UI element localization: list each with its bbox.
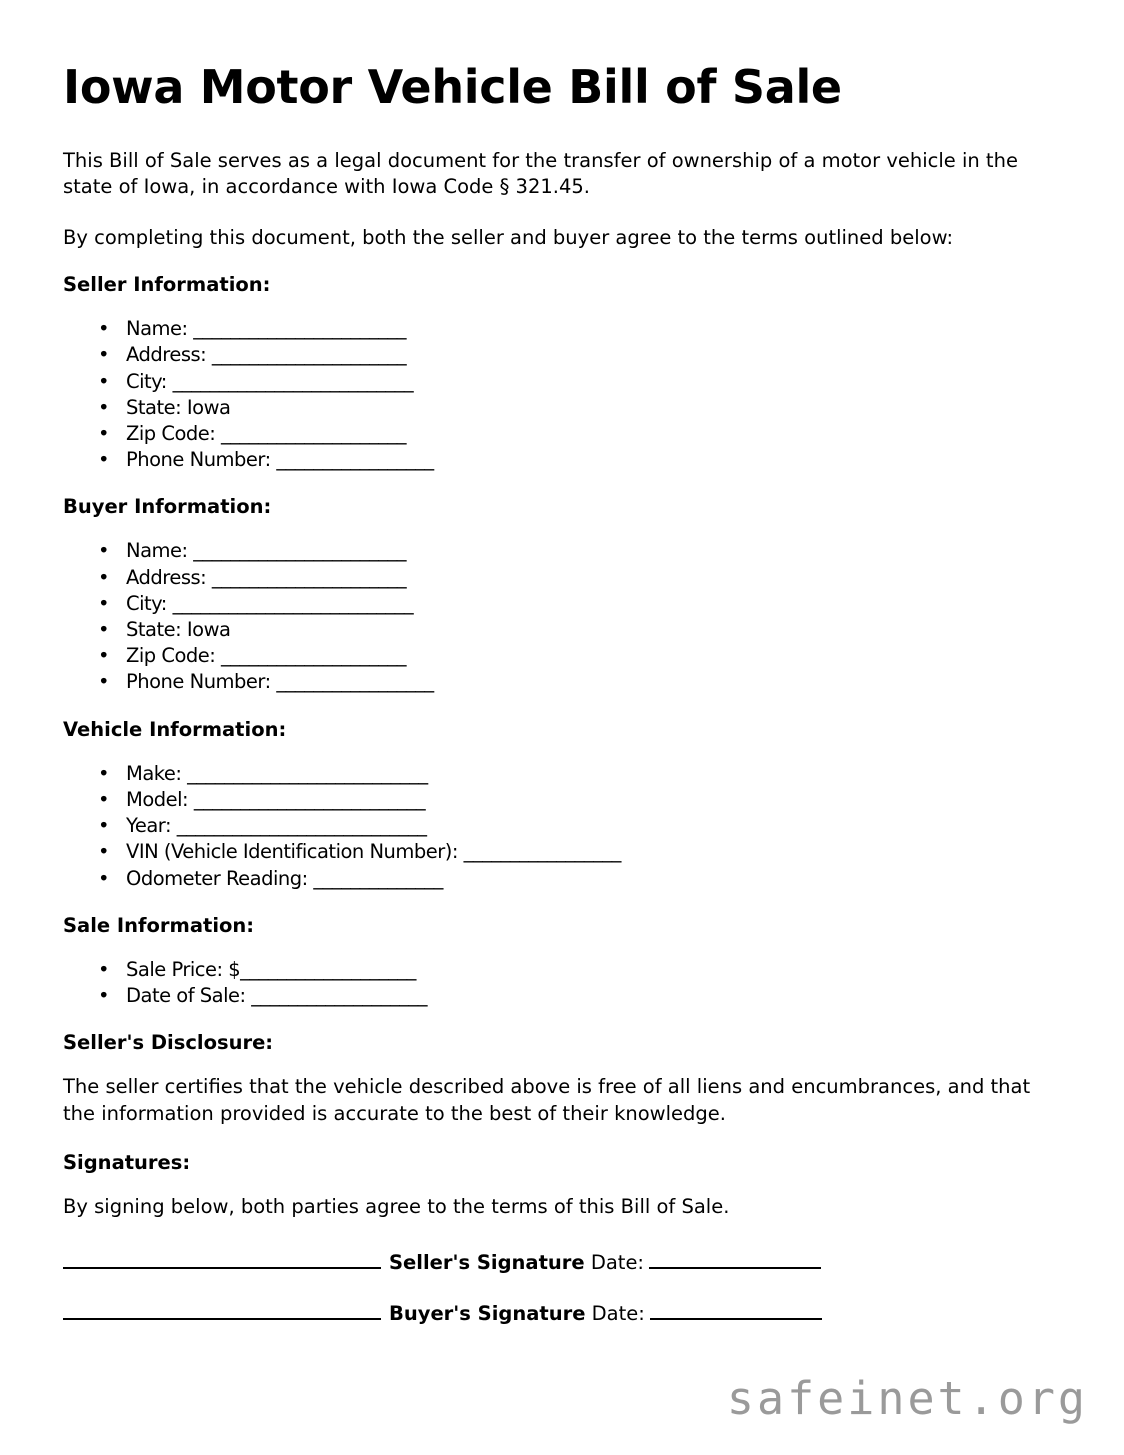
buyer-field-zip: Zip Code: ____________________ [126,644,407,668]
sale-information-list [63,957,1061,1009]
buyer-field-state: State: Iowa [126,618,231,642]
list-item [98,617,1061,643]
seller-field-zip: Zip Code: ____________________ [126,421,407,445]
list-item [98,957,1061,983]
sale-information-heading: Sale Information: [63,913,255,937]
vehicle-field-odometer: Odometer Reading: ______________ [126,866,443,890]
page-title: Iowa Motor Vehicle Bill of Sale [63,60,842,114]
seller-field-name: Name: _______________________ [126,317,407,341]
list-item [98,669,1061,695]
list-item [98,565,1061,591]
list-item [98,316,1061,342]
seller-signature-label: Seller's Signature [389,1250,585,1274]
seller-signature-line[interactable] [63,1247,381,1269]
sellers-disclosure-heading: Seller's Disclosure: [63,1031,274,1055]
signature-block [63,1247,1061,1327]
vehicle-field-vin: VIN (Vehicle Identification Number): _________________ [126,840,621,864]
list-item [98,369,1061,395]
list-item [98,342,1061,368]
list-item [98,866,1061,892]
buyer-field-address: Address: _____________________ [126,565,407,589]
vehicle-information-list [63,761,1061,892]
buyer-field-name: Name: _______________________ [126,539,407,563]
seller-information-heading: Seller Information: [63,273,271,297]
intro-paragraph: This Bill of Sale serves as a legal document for the transfer of ownership of a motor vehicle in the state of Iowa, in accordance with Iowa Code § 321.45. [63,148,1018,199]
buyer-signature-row [63,1298,1061,1327]
seller-date-label: Date: [590,1250,645,1274]
buyer-information-heading: Buyer Information: [63,495,272,519]
buyer-date-label: Date: [591,1301,645,1325]
seller-information-list [63,316,1061,473]
buyer-field-phone: Phone Number: _________________ [126,670,434,694]
list-item [98,643,1061,669]
signatures-heading: Signatures: [63,1151,191,1175]
sale-field-date: Date of Sale: ___________________ [126,984,428,1007]
list-item [98,395,1061,421]
list-item [98,787,1061,813]
seller-field-city: City: __________________________ [126,369,414,393]
vehicle-field-make: Make: __________________________ [126,761,428,785]
buyer-field-city: City: __________________________ [126,591,414,615]
sale-field-price: Sale Price: $___________________ [126,957,416,981]
seller-field-phone: Phone Number: _________________ [126,448,434,472]
list-item [98,983,1061,1009]
buyer-date-line[interactable] [650,1298,822,1320]
seller-field-address: Address: _____________________ [126,343,407,367]
vehicle-field-year: Year: ___________________________ [126,814,427,838]
seller-signature-row [63,1247,1061,1276]
list-item [98,839,1061,865]
list-item [98,421,1061,447]
list-item [98,591,1061,617]
buyer-signature-label: Buyer's Signature [389,1301,586,1325]
signatures-text: By signing below, both parties agree to the terms of this Bill of Sale. [63,1195,730,1219]
vehicle-information-heading: Vehicle Information: [63,717,287,741]
vehicle-field-model: Model: _________________________ [126,787,426,811]
sellers-disclosure-text: The seller certifies that the vehicle described above is free of all liens and encumbrances, and that the information provided is accurate to the best of their knowledge. [63,1075,1031,1125]
list-item [98,813,1061,839]
seller-field-state: State: Iowa [126,395,231,419]
list-item [98,761,1061,787]
buyer-information-list [63,538,1061,695]
seller-date-line[interactable] [649,1247,821,1269]
buyer-signature-line[interactable] [63,1298,381,1320]
watermark: safeinet.org [726,1372,1088,1425]
list-item [98,538,1061,564]
agreement-paragraph: By completing this document, both the seller and buyer agree to the terms outlined below: [63,225,954,249]
list-item [98,447,1061,473]
